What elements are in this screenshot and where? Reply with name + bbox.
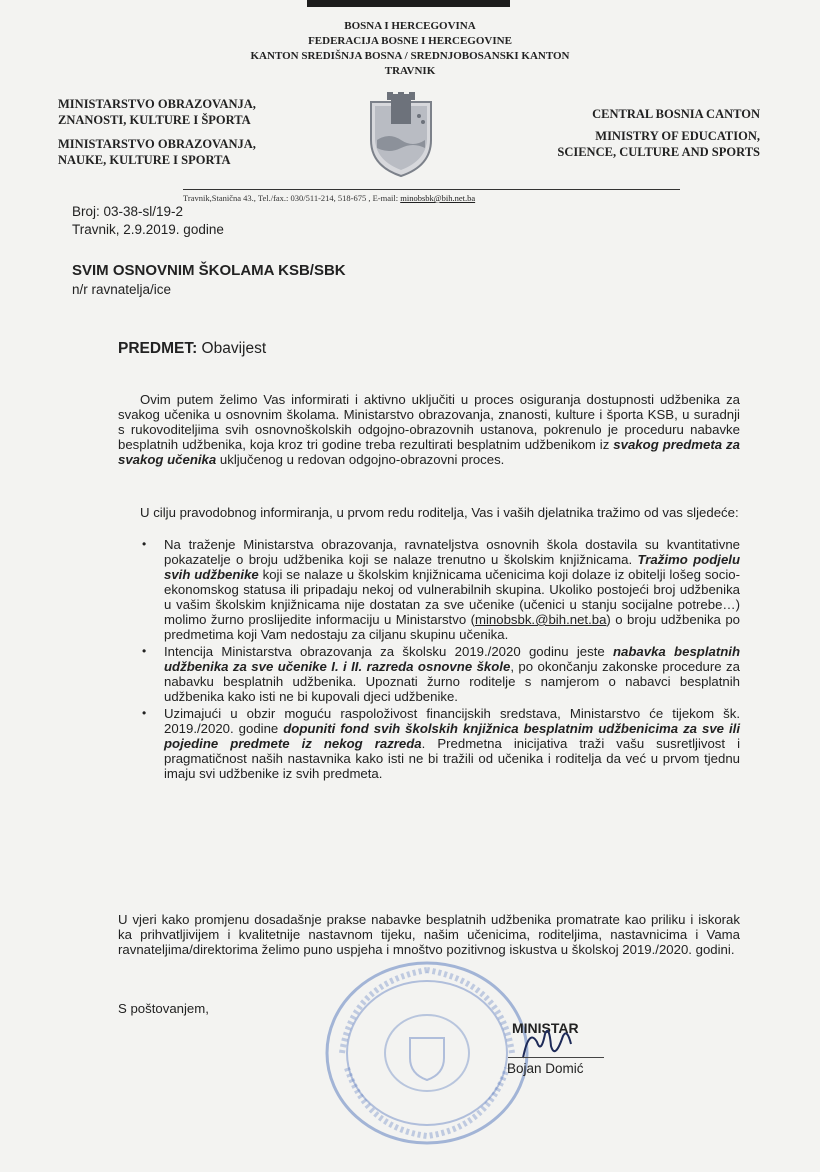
body-paragraph-3: U vjeri kako promjenu dosadašnje prakse nabavke besplatnih udžbenika promatrate kao priliku i iskorak ka prihvatljivijem i kvalitetnije nastavnom tijeku, našim učenicima, roditeljima, nastavnicima i Vama ravnateljima/direktorima želimo puno uspjeha i mnoštvo pozitivnog iskustva u školskoj 2019./2020. godini. [118, 912, 740, 957]
document-number: Broj: 03-38-sl/19-2 [72, 204, 184, 219]
body-paragraph-1: Ovim putem želimo Vas informirati i aktivno uključiti u proces osiguranja dostupnosti udžbenika za svakog učenika u osnovnim školama. Ministarstvo obrazovanja, znanosti, kulture i športa KSB, u suradnji s rukovoditeljima svih osnovnoškolskih odgojno-obrazovnih ustanova, pokrenulo je proceduru nabavke besplatnih udžbenika, koja kroz tri godine treba rezultirati besplatnim udžbenikom iz svakog predmeta za svakog učenika uključenog u redovan odgojno-obrazovni proces. [118, 392, 740, 467]
scan-top-bar [307, 0, 510, 7]
official-stamp-icon [322, 958, 532, 1148]
signature-line [508, 1057, 604, 1058]
subject-line [118, 340, 266, 358]
body-paragraph-2: U cilju pravodobnog informiranja, u prvom redu roditelja, Vas i vaših djelatnika tražimo od vas sljedeće: [140, 505, 739, 520]
header-line-1: BOSNA I HERCEGOVINA [344, 20, 476, 32]
signatory-name: Bojan Domić [507, 1061, 584, 1076]
document-date: Travnik, 2.9.2019. godine [72, 222, 224, 237]
handwritten-signature-icon [515, 1024, 585, 1064]
list-item: • Na traženje Ministarstva obrazovanja, ravnateljstva osnovnih škola dostavila su kvantitativne pokazatelje o broju udžbenika koji se nalaze trenutno u školskim knjižnicama. Tražimo podjelu svih udžbenike koji se nalaze u školskim knjižnicama učenicima koji dolaze iz obitelji lošeg socio-ekonomskog statusa ili pripadaju nekoj od vulnerabilnih skupina. Ukoliko postojeći broj udžbenika u vašim školskim knjižnicama nije dostatan za sve učenike (učenici u stanju socijalne potrebe…) molimo žurno proslijedite informaciju u Ministarstvo (minobsbk.@bih.net.ba) o broju udžbenika po predmetima koji Vam nedostaju za ciljanu skupinu učenika. [140, 537, 740, 642]
list-item: • Uzimajući u obzir moguću raspoloživost financijskih sredstava, Ministarstvo će tijekom šk. 2019./2020. godine dopuniti fond svih školskih knjižnica besplatnim udžbenicima za sve ili pojedine predmete iz nekog razreda. Predmetna inicijativa traži vašu susretljivost i pragmatičnost naših nastavnika kako isti ne bi tražili od učenika i roditelja da već u prvom tjednu imaju svi udžbenike iz svih predmeta. [140, 706, 740, 781]
requests-list [140, 537, 740, 783]
ministry-name-left: MINISTARSTVO OBRAZOVANJA, ZNANOSTI, KULTURE I ŠPORTA MINISTARSTVO OBRAZOVANJA, NAUKE, KULTURE I SPORTA [58, 97, 256, 167]
addressee-attention: n/r ravnatelja/ice [72, 282, 172, 297]
contact-line: Travnik,Stanična 43., Tel./fax.: 030/511-214, 518-675 , E-mail: minobsbk@bih.net.ba [183, 193, 476, 203]
ministry-email-link[interactable]: minobsbk.@bih.net.ba [474, 612, 607, 627]
closing-greeting: S poštovanjem, [118, 1001, 209, 1016]
canton-coat-of-arms-icon [365, 92, 437, 178]
header-line-3: KANTON SREDIŠNJA BOSNA / SREDNJOBOSANSKI KANTON [250, 50, 570, 62]
subject-value: Obavijest [197, 340, 267, 357]
signatory-title: MINISTAR [512, 1020, 579, 1036]
header-divider [183, 189, 680, 190]
header-line-4: TRAVNIK [384, 65, 436, 77]
subject-label: PREDMET: [118, 340, 198, 357]
ministry-name-right: CENTRAL BOSNIA CANTON MINISTRY OF EDUCATION, SCIENCE, CULTURE AND SPORTS [557, 107, 760, 159]
addressee-title: SVIM OSNOVNIM ŠKOLAMA KSB/SBK [72, 262, 346, 279]
header-email-link[interactable]: minobsbk@bih.net.ba [400, 193, 476, 203]
header-line-2: FEDERACIJA BOSNE I HERCEGOVINE [308, 35, 512, 47]
list-item: • Intencija Ministarstva obrazovanja za školsku 2019./2020 godinu jeste nabavka besplatnih udžbenika za sve učenike I. i II. razreda osnovne škole, po okončanju zakonske procedure za nabavku besplatnih udžbenika. Upoznati žurno roditelje s namjerom o nabavci besplatnih udžbenika kako isti ne bi kupovali djeci udžbenike. [140, 644, 740, 704]
